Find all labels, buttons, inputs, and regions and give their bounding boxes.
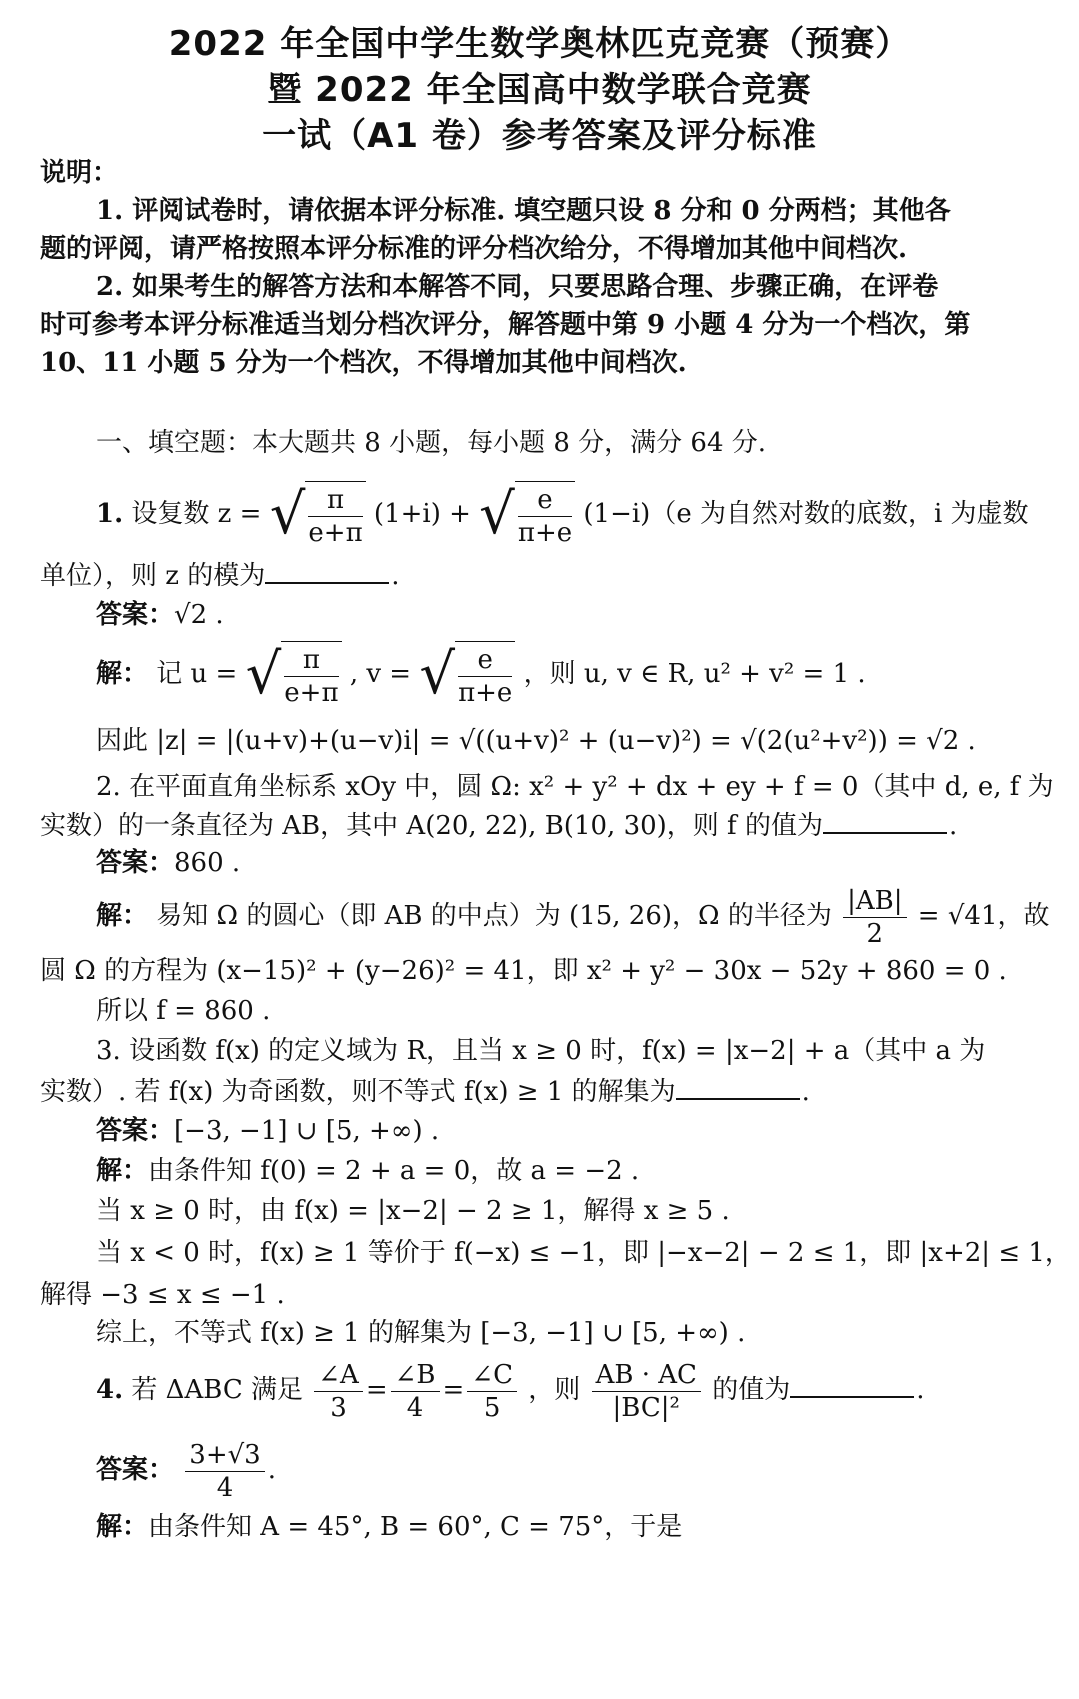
- q1-frac1-den: e+π: [308, 518, 363, 549]
- q2-line-2-end: .: [948, 811, 958, 841]
- q4-vector-fraction: [592, 1359, 701, 1424]
- q4-ans-num: 3+√3: [185, 1439, 264, 1472]
- q2-solution-1: [96, 884, 1050, 950]
- q3-answer: [96, 1112, 1040, 1150]
- q4-v-den: |BC|²: [612, 1392, 680, 1423]
- q1-sol-c: ，则 u, v ∈ R, u² + v² = 1 .: [523, 659, 866, 689]
- q3-solution-5: 综上，不等式 f(x) ≥ 1 的解集为 [−3, −1] ∪ [5, +∞) .: [96, 1318, 746, 1348]
- title-line-2: 暨 2022 年全国高中数学联合竞赛: [267, 70, 812, 110]
- q2-answer-blank[interactable]: [823, 806, 947, 834]
- q3-line-2-text: 实数）. 若 f(x) 为奇函数，则不等式 f(x) ≥ 1 的解集为: [40, 1077, 676, 1107]
- q4-solution-label: 解：: [96, 1512, 149, 1542]
- note-2b: 时可参考本评分标准适当划分档次评分，解答题中第 9 小题 4 分为一个档次，第: [40, 310, 971, 340]
- q1-solution-label: 解：: [96, 659, 149, 689]
- q1-line-2-end: .: [391, 561, 400, 591]
- q2-line-1: 2. 在平面直角坐标系 xOy 中，圆 Ω: x² + y² + dx + ey + f = 0（其中 d, e, f 为: [96, 772, 1054, 802]
- note-2a: 2. 如果考生的解答方法和本解答不同，只要思路合理、步骤正确，在评卷: [96, 272, 939, 302]
- q1-lead: 设复数 z =: [131, 499, 262, 529]
- title-line-1: 2022 年全国中学生数学奥林匹克竞赛（预赛）: [168, 24, 911, 64]
- q2-solution-2: 圆 Ω 的方程为 (x−15)² + (y−26)² = 41，即 x² + y² − 30x − 52y + 860 = 0 .: [40, 956, 1007, 986]
- q4-answer-fraction: [185, 1439, 264, 1504]
- q2-sol-a: 易知 Ω 的圆心（即 AB 的中点）为 (15, 26)，Ω 的半径为: [156, 901, 832, 931]
- q2-sol-b: = √41，故: [917, 901, 1050, 931]
- q4-ans-den: 4: [216, 1472, 234, 1503]
- q2-solution-label: 解：: [96, 901, 149, 931]
- q2-line-2: [40, 806, 1040, 845]
- q1-frac2-den: π+e: [517, 518, 573, 549]
- q1-sol-v-num: e: [458, 644, 512, 677]
- q3-answer-value: [−3, −1] ∪ [5, +∞) .: [174, 1116, 440, 1146]
- q2-solution-3: 所以 f = 860 .: [96, 996, 271, 1026]
- q4-tail: 的值为: [712, 1375, 791, 1405]
- q1-sol-b: , v =: [349, 659, 412, 689]
- title-line-3: 一试（A1 卷）参考答案及评分标准: [262, 116, 817, 156]
- q4-sol-1-text: 由条件知 A = 45°, B = 60°, C = 75°，于是: [148, 1512, 683, 1542]
- q2-line-2-text: 实数）的一条直径为 AB，其中 A(20, 22), B(10, 30)，则 f 的值为: [40, 811, 823, 841]
- q4-b-den: 4: [406, 1392, 424, 1423]
- q2-answer: [96, 844, 1040, 882]
- note-2c: 10、11 小题 5 分为一个档次，不得增加其他中间档次.: [40, 348, 687, 378]
- q1-answer-value: √2 .: [174, 600, 224, 630]
- q4-answer-blank[interactable]: [790, 1370, 914, 1398]
- q1-sol-u-den: e+π: [284, 678, 339, 709]
- q2-answer-label: 答案：: [96, 848, 175, 878]
- q4-then: ，则: [528, 1375, 581, 1405]
- q1-answer-blank[interactable]: [265, 556, 389, 584]
- q1-sol-sqrt-u: √ $\frac{\pi}{e+\pi}$: [246, 640, 342, 710]
- q4-b-num: ∠B: [391, 1359, 440, 1392]
- q4-line-1: 4. 若 ΔABC 满足 $\frac{\angle A}{3}$ = $\frac{\angle B}{4}$ = $\frac{\angle C}{5}$ ，则 $\frac{AB \cdot AC}{\text{|BC|²}}$ 的值为 .: [96, 1359, 925, 1423]
- q3-sol-1-text: 由条件知 f(0) = 2 + a = 0，故 a = −2 .: [148, 1156, 640, 1186]
- q4-c-den: 5: [483, 1392, 501, 1423]
- q2-frac-den: 2: [866, 918, 884, 949]
- q3-solution-2: 当 x ≥ 0 时，由 f(x) = |x−2| − 2 ≥ 1，解得 x ≥ 5 .: [96, 1196, 730, 1226]
- note-1b: 题的评阅，请严格按照本评分标准的评分档次给分，不得增加其他中间档次.: [40, 234, 908, 264]
- q3-solution-4: 解得 −3 ≤ x ≤ −1 .: [40, 1280, 285, 1310]
- q4-solution-1: [96, 1508, 1040, 1546]
- q4-a-num: ∠A: [314, 1359, 363, 1392]
- q4-line-end: .: [916, 1375, 925, 1405]
- q4-answer-end: .: [267, 1455, 276, 1485]
- q2-answer-value: 860 .: [174, 848, 241, 878]
- q4-answer-label: 答案：: [96, 1455, 175, 1485]
- q1-line-2-text: 单位），则 z 的模为: [40, 561, 266, 591]
- q3-answer-blank[interactable]: [676, 1072, 800, 1100]
- q1-sol-u-num: π: [284, 644, 338, 677]
- q1-frac1-num: π: [308, 484, 362, 517]
- section-heading: 一、填空题：本大题共 8 小题，每小题 8 分，满分 64 分.: [96, 428, 767, 458]
- q4-v-num: AB · AC: [592, 1359, 701, 1392]
- q4-c-num: ∠C: [467, 1359, 517, 1392]
- q1-sqrt-2: √ $\frac{e}{\pi+e}$: [479, 480, 575, 550]
- q4-frac-c: [467, 1359, 517, 1424]
- q1-sqrt-1: √ $\frac{\pi}{e+\pi}$: [270, 480, 366, 550]
- q3-answer-label: 答案：: [96, 1116, 175, 1146]
- q3-solution-1: [96, 1152, 1040, 1190]
- q4-a-den: 3: [330, 1392, 347, 1423]
- q2-radius-fraction: [843, 885, 906, 950]
- q1-solution-1: [96, 640, 1040, 710]
- q1-sol-sqrt-v: √ $\frac{e}{\pi+e}$: [419, 640, 515, 710]
- q3-solution-3: 当 x < 0 时，f(x) ≥ 1 等价于 f(−x) ≤ −1，即 |−x−2| − 2 ≤ 1，即 |x+2| ≤ 1，: [96, 1238, 1071, 1268]
- q3-line-2-end: .: [801, 1077, 810, 1107]
- q1-mid: (1+i) +: [373, 499, 471, 529]
- note-1a: 1. 评阅试卷时，请依据本评分标准. 填空题只设 8 分和 0 分两档；其他各: [96, 196, 951, 226]
- q1-sol-a: 记 u =: [156, 659, 238, 689]
- q3-line-2: [40, 1072, 1040, 1111]
- q3-solution-label: 解：: [96, 1156, 149, 1186]
- q1-answer-label: 答案：: [96, 600, 175, 630]
- notes-heading: 说明：: [40, 158, 119, 188]
- q1-number: 1.: [96, 499, 124, 529]
- q1-solution-2: 因此 |z| = |(u+v)+(u−v)i| = √((u+v)² + (u−v)²) = √(2(u²+v²)) = √2 .: [96, 726, 976, 756]
- q2-frac-num: |AB|: [843, 885, 906, 918]
- q3-line-1: 3. 设函数 f(x) 的定义域为 R，且当 x ≥ 0 时，f(x) = |x−2| + a（其中 a 为: [96, 1036, 986, 1066]
- q4-lead: 若 ΔABC 满足: [131, 1375, 303, 1405]
- q1-tail: (1−i)（e 为自然对数的底数，i 为虚数: [583, 499, 1029, 529]
- q4-frac-b: [391, 1359, 440, 1424]
- q4-frac-a: [314, 1359, 363, 1424]
- q4-number: 4.: [96, 1375, 124, 1405]
- q1-answer: [96, 596, 1040, 634]
- q1-frac2-num: e: [518, 484, 572, 517]
- q1-line-1: [96, 480, 1040, 550]
- q1-sol-v-den: π+e: [458, 678, 513, 709]
- q4-answer: [96, 1438, 1040, 1504]
- q1-line-2: [40, 556, 1040, 595]
